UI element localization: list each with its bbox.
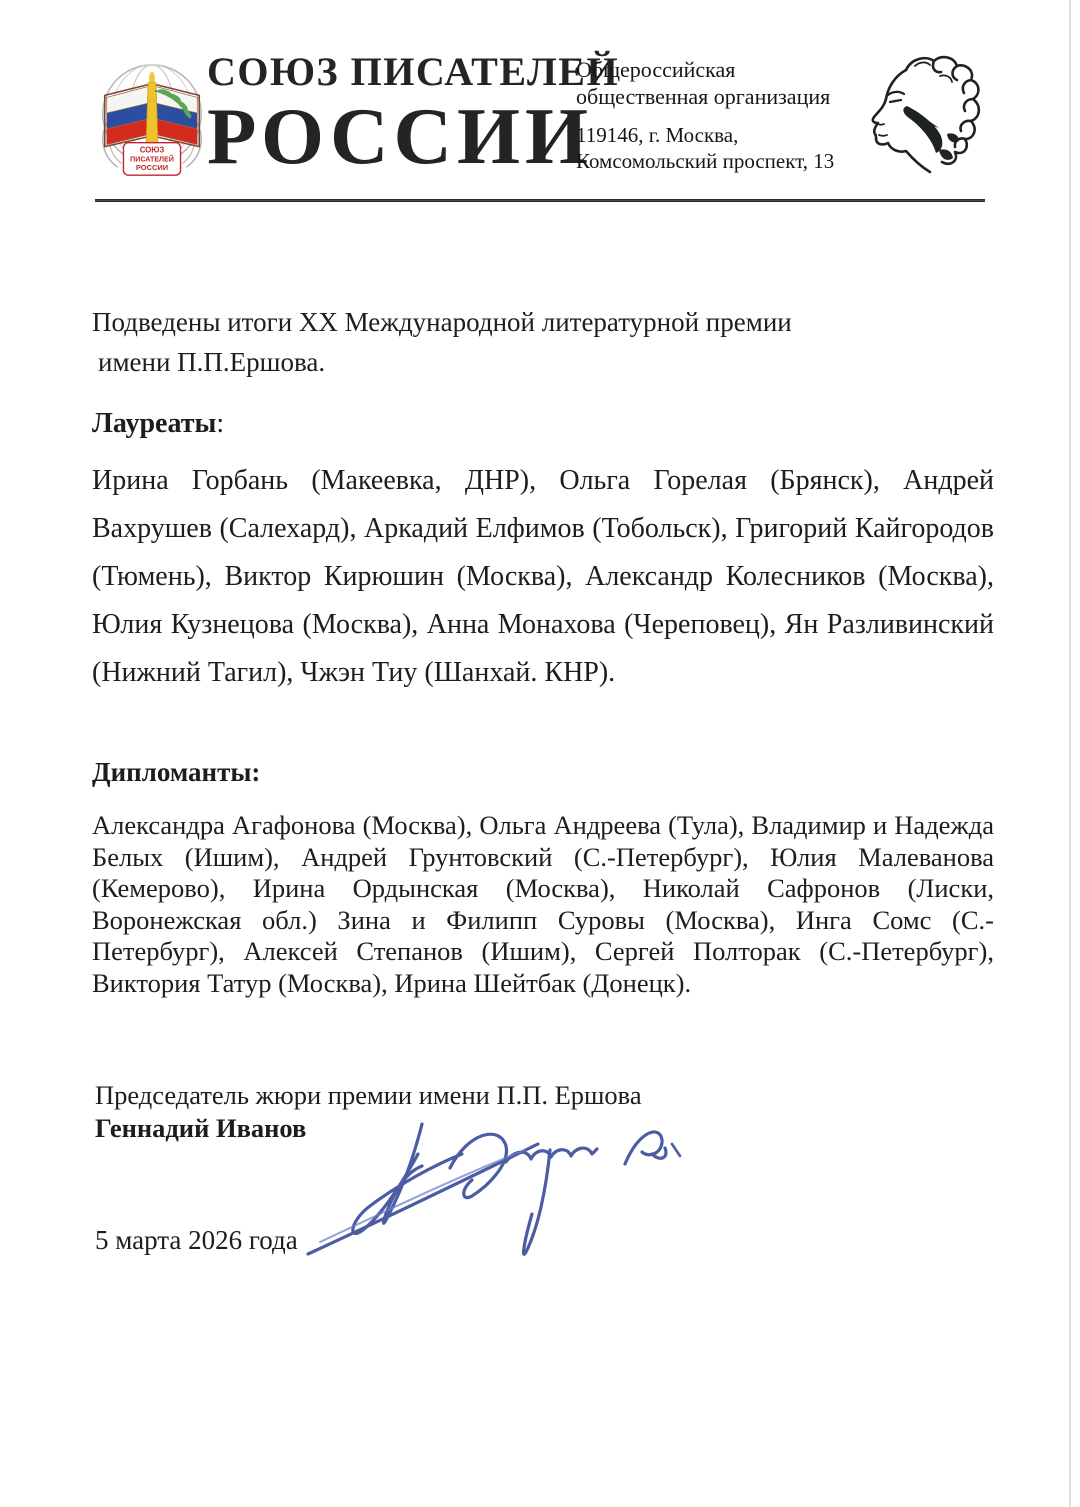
pushkin-profile-sketch-icon xyxy=(843,50,995,198)
intro-line-2: имени П.П.Ершова. xyxy=(98,347,326,377)
org-type-line-1: Общероссийская xyxy=(576,57,736,82)
logo-banner-line1: СОЮЗ xyxy=(139,145,165,155)
laureates-heading-colon: : xyxy=(216,408,225,439)
laureates-heading xyxy=(92,408,224,440)
writers-union-emblem-icon xyxy=(88,56,216,188)
address-line-2: Комсомольский проспект, 13 xyxy=(576,149,835,173)
title-line-1: СОЮЗ ПИСАТЕЛЕЙ xyxy=(207,49,620,94)
jury-chairman-name: Геннадий Иванов xyxy=(95,1113,307,1143)
organization-address xyxy=(576,122,834,174)
organization-type xyxy=(576,56,830,110)
laureates-list: Ирина Горбань (Макеевка, ДНР), Ольга Горелая (Брянск), Андрей Вахрушев (Салехард), Аркадий Елфимов (Тобольск), Григорий Кайгородов (Тюмень), Виктор Кирюшин (Москва), Александр Колесников (Москва), Юлия Кузнецова (Москва), Анна Монахова (Череповец), Ян Разливинский (Нижний Тагил), Чжэн Тиу (Шанхай. КНР). xyxy=(92,465,994,688)
letter-date: 5 марта 2026 года xyxy=(95,1225,298,1255)
address-line-1: 119146, г. Москва, xyxy=(576,123,739,147)
org-type-line-2: общественная организация xyxy=(576,84,831,109)
intro-line-1: Подведены итоги XX Международной литературной премии xyxy=(92,307,792,337)
intro-paragraph xyxy=(92,302,872,382)
jury-chairman-role: Председатель жюри премии имени П.П. Ершова xyxy=(95,1080,642,1110)
header-divider xyxy=(95,199,985,202)
diplomants-heading: Дипломанты: xyxy=(92,757,261,787)
logo-banner-line3: РОССИИ xyxy=(135,163,169,173)
laureates-heading-word: Лауреаты xyxy=(92,408,217,439)
handwritten-signature xyxy=(300,1092,705,1270)
diplomants-list: Александра Агафонова (Москва), Ольга Андреева (Тула), Владимир и Надежда Белых (Ишим), Андрей Грунтовский (С.-Петербург), Юлия Малеванова (Кемерово), Ирина Ордынская (Москва), Николай Сафронов (Лиски, Воронежская обл.) Зина и Филипп Суровы (Москва), Инга Сомс (С.-Петербург), Алексей Степанов (Ишим), Сергей Полторак (С.-Петербург), Виктория Татур (Москва), Ирина Шейтбак (Донецк). xyxy=(92,810,994,998)
organization-title xyxy=(207,48,620,181)
scan-edge-artifact xyxy=(1069,0,1071,1507)
title-line-2: РОССИИ xyxy=(207,91,593,181)
logo-banner-line2: ПИСАТЕЛЕЙ xyxy=(130,155,174,164)
